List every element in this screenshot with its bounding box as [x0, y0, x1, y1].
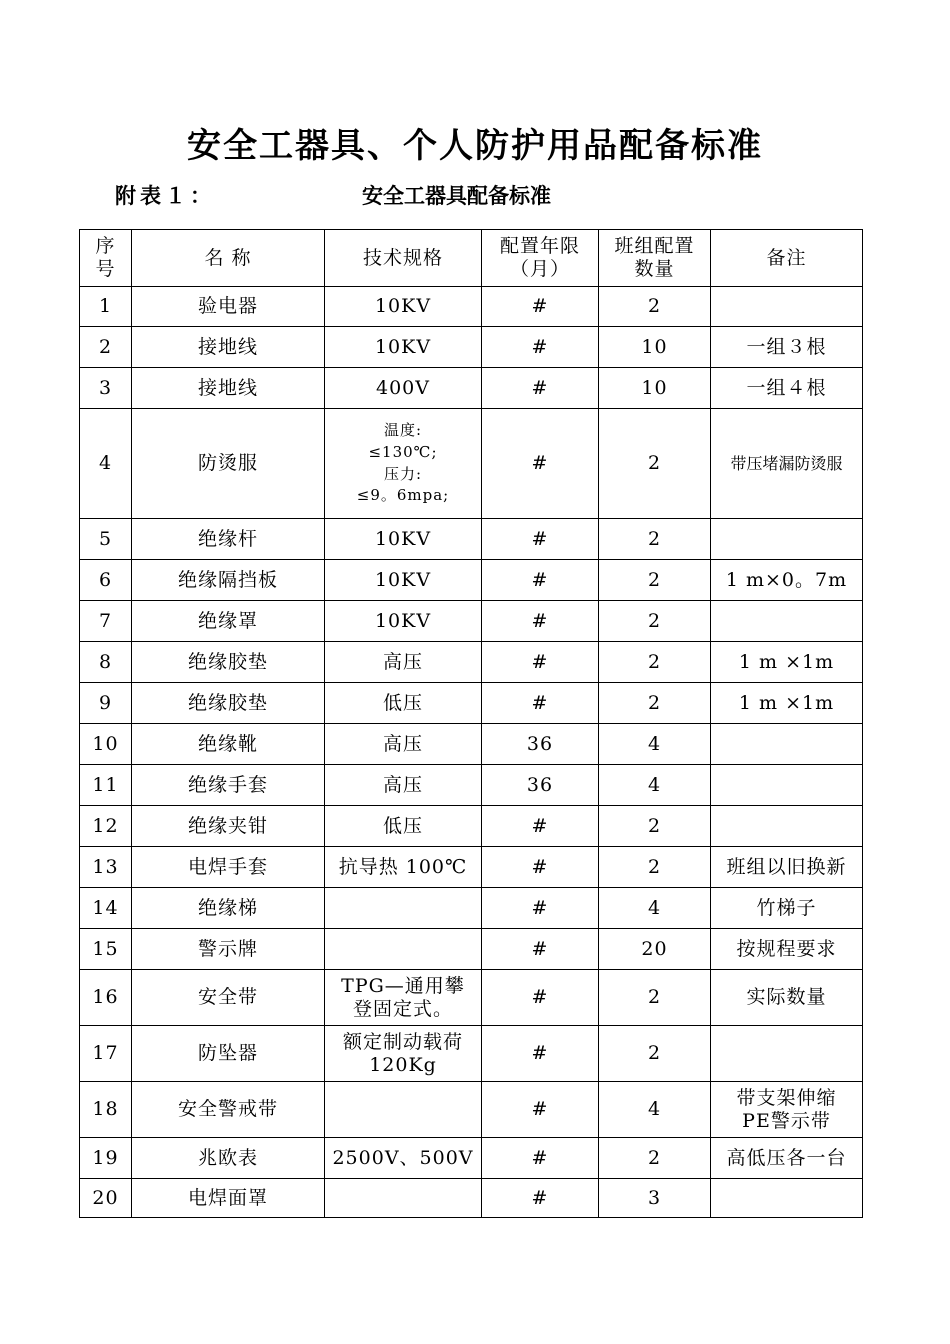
- spec-cell: 10KV: [325, 519, 482, 560]
- table-row: [80, 409, 863, 519]
- name-cell: 接地线: [132, 327, 325, 368]
- table-row: [80, 1026, 863, 1082]
- header-lifespan: 配置年限 （月）: [482, 230, 599, 287]
- table-row: [80, 724, 863, 765]
- remark-cell: 带压堵漏防烫服: [711, 409, 863, 519]
- lifespan-cell: #: [482, 327, 599, 368]
- quantity-cell: 4: [599, 1082, 711, 1138]
- index-cell: 4: [80, 409, 132, 519]
- spec-cell: 低压: [325, 806, 482, 847]
- quantity-cell: 20: [599, 929, 711, 970]
- lifespan-cell: #: [482, 1179, 599, 1218]
- header-remark: 备注: [711, 230, 863, 287]
- spec-cell: TPG—通用攀 登固定式。: [325, 970, 482, 1026]
- remark-cell: 1 m ×1m: [711, 642, 863, 683]
- index-cell: 11: [80, 765, 132, 806]
- remark-cell: [711, 1179, 863, 1218]
- quantity-cell: 10: [599, 368, 711, 409]
- remark-cell: 高低压各一台: [711, 1138, 863, 1179]
- quantity-cell: 2: [599, 642, 711, 683]
- index-cell: 15: [80, 929, 132, 970]
- name-cell: 安全带: [132, 970, 325, 1026]
- table-row: [80, 1082, 863, 1138]
- name-cell: 绝缘靴: [132, 724, 325, 765]
- name-cell: 绝缘梯: [132, 888, 325, 929]
- table-row: [80, 929, 863, 970]
- appendix-title: 安全工器具配备标准: [362, 184, 551, 208]
- table-row: [80, 1138, 863, 1179]
- remark-cell: [711, 724, 863, 765]
- index-cell: 20: [80, 1179, 132, 1218]
- table-row: [80, 287, 863, 327]
- table-row: [80, 642, 863, 683]
- quantity-cell: 2: [599, 683, 711, 724]
- name-cell: 接地线: [132, 368, 325, 409]
- name-cell: 防坠器: [132, 1026, 325, 1082]
- table-row: [80, 327, 863, 368]
- index-cell: 19: [80, 1138, 132, 1179]
- spec-cell: 抗导热 100℃: [325, 847, 482, 888]
- equipment-standard-table: [79, 229, 863, 1218]
- table-row: [80, 519, 863, 560]
- index-cell: 9: [80, 683, 132, 724]
- quantity-cell: 2: [599, 1026, 711, 1082]
- name-cell: 验电器: [132, 287, 325, 327]
- remark-cell: [711, 519, 863, 560]
- lifespan-cell: #: [482, 683, 599, 724]
- remark-cell: [711, 765, 863, 806]
- name-cell: 防烫服: [132, 409, 325, 519]
- index-cell: 2: [80, 327, 132, 368]
- quantity-cell: 2: [599, 970, 711, 1026]
- remark-cell: [711, 1026, 863, 1082]
- header-name: 名 称: [132, 230, 325, 287]
- spec-cell: [325, 1179, 482, 1218]
- index-cell: 3: [80, 368, 132, 409]
- quantity-cell: 2: [599, 287, 711, 327]
- remark-cell: [711, 601, 863, 642]
- quantity-cell: 2: [599, 601, 711, 642]
- spec-cell: 低压: [325, 683, 482, 724]
- lifespan-cell: #: [482, 368, 599, 409]
- header-quantity: 班组配置 数量: [599, 230, 711, 287]
- table-header-row: [80, 230, 863, 287]
- index-cell: 14: [80, 888, 132, 929]
- spec-cell: 10KV: [325, 327, 482, 368]
- index-cell: 18: [80, 1082, 132, 1138]
- lifespan-cell: #: [482, 970, 599, 1026]
- quantity-cell: 2: [599, 847, 711, 888]
- quantity-cell: 2: [599, 806, 711, 847]
- remark-cell: 竹梯子: [711, 888, 863, 929]
- spec-cell: 温度: ≤130℃; 压力: ≤9。6mpa;: [325, 409, 482, 519]
- table-row: [80, 1179, 863, 1218]
- lifespan-cell: #: [482, 601, 599, 642]
- spec-cell: 400V: [325, 368, 482, 409]
- lifespan-cell: #: [482, 642, 599, 683]
- name-cell: 兆欧表: [132, 1138, 325, 1179]
- table-row: [80, 806, 863, 847]
- index-cell: 6: [80, 560, 132, 601]
- header-index: 序 号: [80, 230, 132, 287]
- spec-cell: 高压: [325, 642, 482, 683]
- index-cell: 7: [80, 601, 132, 642]
- quantity-cell: 2: [599, 1138, 711, 1179]
- document-title: 安全工器具、个人防护用品配备标准: [187, 126, 763, 166]
- lifespan-cell: #: [482, 847, 599, 888]
- lifespan-cell: #: [482, 929, 599, 970]
- remark-cell: 1 m ×1m: [711, 683, 863, 724]
- spec-cell: 额定制动载荷 120Kg: [325, 1026, 482, 1082]
- remark-cell: 1 m×0。7m: [711, 560, 863, 601]
- spec-cell: [325, 888, 482, 929]
- name-cell: 安全警戒带: [132, 1082, 325, 1138]
- remark-cell: 班组以旧换新: [711, 847, 863, 888]
- lifespan-cell: #: [482, 560, 599, 601]
- remark-cell: 一组４根: [711, 368, 863, 409]
- quantity-cell: 2: [599, 409, 711, 519]
- table-row: [80, 601, 863, 642]
- quantity-cell: 4: [599, 888, 711, 929]
- index-cell: 12: [80, 806, 132, 847]
- index-cell: 8: [80, 642, 132, 683]
- name-cell: 绝缘隔挡板: [132, 560, 325, 601]
- spec-cell: [325, 1082, 482, 1138]
- spec-cell: 2500V、500V: [325, 1138, 482, 1179]
- index-cell: 5: [80, 519, 132, 560]
- lifespan-cell: #: [482, 888, 599, 929]
- quantity-cell: 3: [599, 1179, 711, 1218]
- table-row: [80, 683, 863, 724]
- name-cell: 警示牌: [132, 929, 325, 970]
- quantity-cell: 4: [599, 765, 711, 806]
- table-row: [80, 765, 863, 806]
- header-spec: 技术规格: [325, 230, 482, 287]
- spec-cell: 10KV: [325, 287, 482, 327]
- name-cell: 绝缘夹钳: [132, 806, 325, 847]
- lifespan-cell: #: [482, 1082, 599, 1138]
- quantity-cell: 10: [599, 327, 711, 368]
- index-cell: 16: [80, 970, 132, 1026]
- name-cell: 绝缘罩: [132, 601, 325, 642]
- remark-cell: 一组３根: [711, 327, 863, 368]
- lifespan-cell: 36: [482, 765, 599, 806]
- remark-cell: 实际数量: [711, 970, 863, 1026]
- table-row: [80, 560, 863, 601]
- table-row: [80, 970, 863, 1026]
- name-cell: 绝缘杆: [132, 519, 325, 560]
- lifespan-cell: #: [482, 287, 599, 327]
- lifespan-cell: #: [482, 1138, 599, 1179]
- name-cell: 电焊手套: [132, 847, 325, 888]
- remark-cell: [711, 806, 863, 847]
- index-cell: 1: [80, 287, 132, 327]
- table-row: [80, 888, 863, 929]
- quantity-cell: 2: [599, 519, 711, 560]
- quantity-cell: 4: [599, 724, 711, 765]
- remark-cell: 按规程要求: [711, 929, 863, 970]
- spec-cell: 高压: [325, 765, 482, 806]
- index-cell: 13: [80, 847, 132, 888]
- spec-cell: 10KV: [325, 601, 482, 642]
- spec-cell: 10KV: [325, 560, 482, 601]
- lifespan-cell: #: [482, 519, 599, 560]
- lifespan-cell: #: [482, 409, 599, 519]
- lifespan-cell: #: [482, 1026, 599, 1082]
- index-cell: 17: [80, 1026, 132, 1082]
- table-row: [80, 847, 863, 888]
- spec-cell: 高压: [325, 724, 482, 765]
- remark-cell: [711, 287, 863, 327]
- name-cell: 绝缘手套: [132, 765, 325, 806]
- appendix-label: 附表１：: [115, 184, 215, 208]
- lifespan-cell: #: [482, 806, 599, 847]
- lifespan-cell: 36: [482, 724, 599, 765]
- spec-cell: [325, 929, 482, 970]
- table-row: [80, 368, 863, 409]
- index-cell: 10: [80, 724, 132, 765]
- remark-cell: 带支架伸缩 PE警示带: [711, 1082, 863, 1138]
- name-cell: 绝缘胶垫: [132, 683, 325, 724]
- quantity-cell: 2: [599, 560, 711, 601]
- name-cell: 电焊面罩: [132, 1179, 325, 1218]
- name-cell: 绝缘胶垫: [132, 642, 325, 683]
